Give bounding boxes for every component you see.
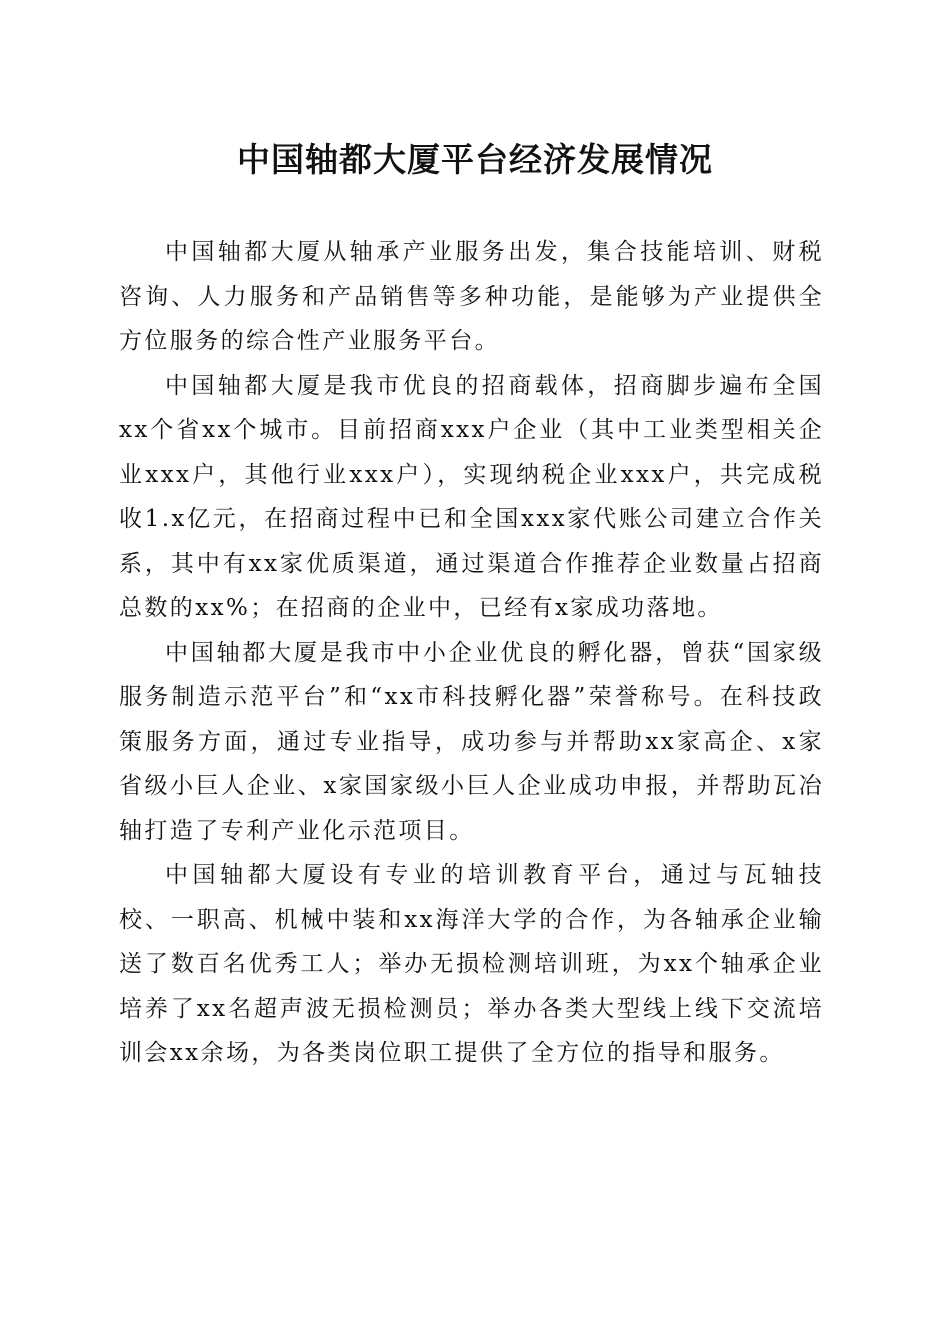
paragraph-investment: 中国轴都大厦是我市优良的招商载体，招商脚步遍布全国xx个省xx个城市。目前招商xxx户企业（其中工业类型相关企业xxx户，其他行业xxx户），实现纳税企业xxx户，共完成税收1.x亿元，在招商过程中已和全国xxx家代账公司建立合作关系，其中有xx家优质渠道，通过渠道合作推荐企业数量占招商总数的xx%；在招商的企业中，已经有x家成功落地。 (119, 372, 824, 621)
paragraph-training: 中国轴都大厦设有专业的培训教育平台，通过与瓦轴技校、一职高、机械中装和xx海洋大学的合作，为各轴承企业输送了数百名优秀工人；举办无损检测培训班，为xx个轴承企业培养了xx名超声波无损检测员；举办各类大型线上线下交流培训会xx余场，为各类岗位职工提供了全方位的指导和服务。 (119, 862, 824, 1066)
document-title: 中国轴都大厦平台经济发展情况 (237, 140, 713, 179)
document-body (119, 230, 824, 1076)
paragraph-incubator: 中国轴都大厦是我市中小企业优良的孵化器，曾获“国家级服务制造示范平台”和“xx市科技孵化器”荣誉称号。在科技政策服务方面，通过专业指导，成功参与并帮助xx家高企、x家省级小巨人企业、x家国家级小巨人企业成功申报，并帮助瓦冶轴打造了专利产业化示范项目。 (119, 639, 824, 844)
paragraph-overview: 中国轴都大厦从轴承产业服务出发，集合技能培训、财税咨询、人力服务和产品销售等多种功能，是能够为产业提供全方位服务的综合性产业服务平台。 (119, 239, 824, 354)
